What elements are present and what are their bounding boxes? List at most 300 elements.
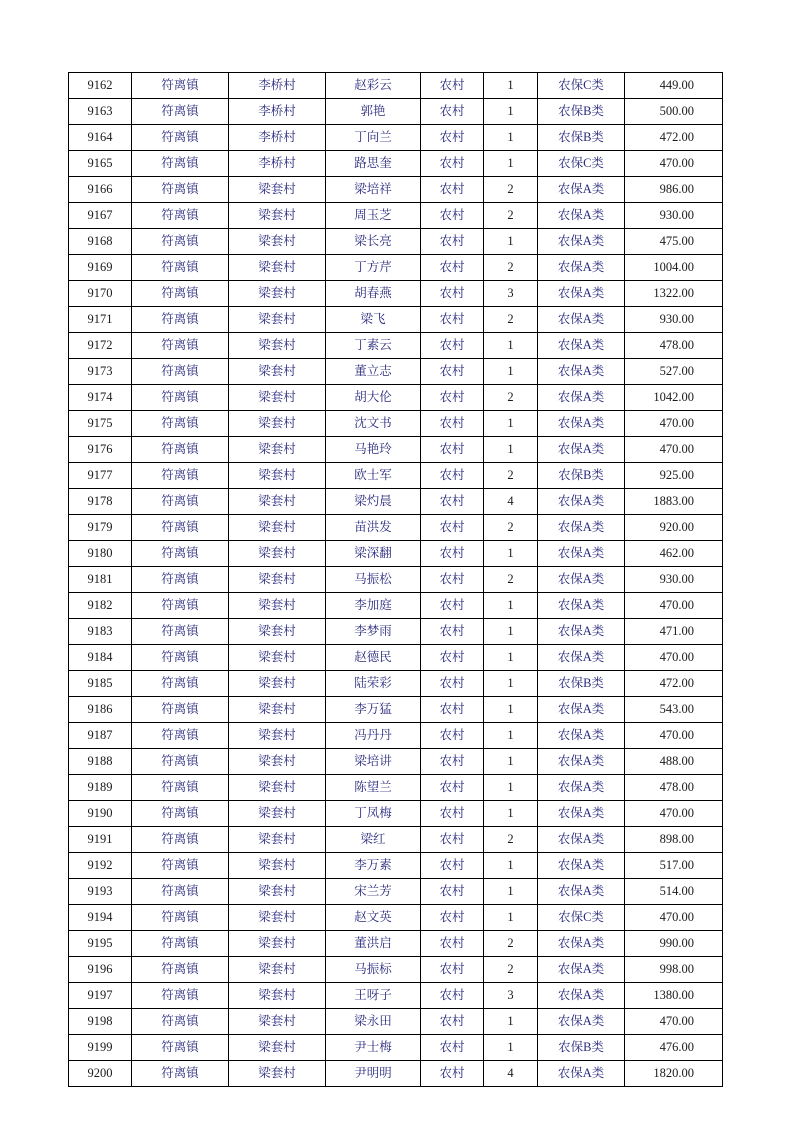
table-row (69, 177, 723, 203)
table-cell-name: 周玉芝 (326, 203, 421, 229)
table-cell-serial: 9164 (69, 125, 132, 151)
table-cell-insurance_class: 农保B类 (538, 99, 625, 125)
table-cell-insurance_class: 农保A类 (538, 879, 625, 905)
table-cell-category: 农村 (421, 515, 484, 541)
table-cell-insurance_class: 农保A类 (538, 229, 625, 255)
table-cell-name: 梁飞 (326, 307, 421, 333)
table-cell-count: 1 (484, 1035, 538, 1061)
table-cell-insurance_class: 农保A类 (538, 437, 625, 463)
table-cell-insurance_class: 农保A类 (538, 333, 625, 359)
table-cell-village: 梁套村 (229, 645, 326, 671)
table-cell-category: 农村 (421, 1009, 484, 1035)
table-cell-town: 符离镇 (132, 671, 229, 697)
table-cell-town: 符离镇 (132, 333, 229, 359)
table-cell-name: 郭艳 (326, 99, 421, 125)
table-cell-count: 1 (484, 437, 538, 463)
table-cell-category: 农村 (421, 853, 484, 879)
table-cell-village: 梁套村 (229, 307, 326, 333)
table-row (69, 125, 723, 151)
table-cell-amount: 470.00 (625, 151, 723, 177)
table-cell-town: 符离镇 (132, 541, 229, 567)
table-cell-category: 农村 (421, 359, 484, 385)
table-cell-serial: 9165 (69, 151, 132, 177)
table-cell-count: 2 (484, 567, 538, 593)
table-row (69, 749, 723, 775)
table-cell-name: 赵文英 (326, 905, 421, 931)
table-cell-category: 农村 (421, 931, 484, 957)
table-cell-amount: 1380.00 (625, 983, 723, 1009)
table-cell-name: 赵德民 (326, 645, 421, 671)
table-cell-serial: 9188 (69, 749, 132, 775)
table-cell-category: 农村 (421, 541, 484, 567)
table-row (69, 463, 723, 489)
table-row (69, 723, 723, 749)
table-cell-serial: 9176 (69, 437, 132, 463)
table-cell-insurance_class: 农保C类 (538, 151, 625, 177)
table-cell-serial: 9169 (69, 255, 132, 281)
table-cell-town: 符离镇 (132, 437, 229, 463)
table-cell-serial: 9186 (69, 697, 132, 723)
table-cell-serial: 9182 (69, 593, 132, 619)
table-cell-category: 农村 (421, 489, 484, 515)
table-cell-count: 2 (484, 385, 538, 411)
table-cell-name: 梁灼晨 (326, 489, 421, 515)
table-cell-village: 梁套村 (229, 411, 326, 437)
table-cell-serial: 9196 (69, 957, 132, 983)
table-cell-amount: 514.00 (625, 879, 723, 905)
table-cell-village: 梁套村 (229, 1035, 326, 1061)
table-cell-village: 李桥村 (229, 73, 326, 99)
table-cell-town: 符离镇 (132, 307, 229, 333)
table-cell-amount: 470.00 (625, 593, 723, 619)
table-cell-category: 农村 (421, 73, 484, 99)
table-cell-count: 1 (484, 593, 538, 619)
table-cell-amount: 930.00 (625, 567, 723, 593)
table-cell-amount: 470.00 (625, 411, 723, 437)
table-cell-serial: 9197 (69, 983, 132, 1009)
table-cell-serial: 9166 (69, 177, 132, 203)
table-cell-amount: 471.00 (625, 619, 723, 645)
table-cell-category: 农村 (421, 99, 484, 125)
table-cell-count: 1 (484, 99, 538, 125)
table-cell-name: 宋兰芳 (326, 879, 421, 905)
table-cell-village: 梁套村 (229, 333, 326, 359)
table-cell-serial: 9177 (69, 463, 132, 489)
table-cell-town: 符离镇 (132, 151, 229, 177)
table-cell-count: 3 (484, 281, 538, 307)
table-row (69, 593, 723, 619)
table-cell-serial: 9163 (69, 99, 132, 125)
table-cell-category: 农村 (421, 177, 484, 203)
table-cell-insurance_class: 农保B类 (538, 671, 625, 697)
table-cell-count: 2 (484, 203, 538, 229)
table-row (69, 489, 723, 515)
table-cell-amount: 470.00 (625, 437, 723, 463)
table-cell-name: 李万猛 (326, 697, 421, 723)
table-cell-insurance_class: 农保A类 (538, 983, 625, 1009)
table-cell-count: 2 (484, 515, 538, 541)
table-cell-amount: 470.00 (625, 801, 723, 827)
table-row (69, 437, 723, 463)
table-cell-village: 梁套村 (229, 255, 326, 281)
table-row (69, 775, 723, 801)
table-cell-village: 梁套村 (229, 879, 326, 905)
table-cell-amount: 925.00 (625, 463, 723, 489)
table-cell-name: 赵彩云 (326, 73, 421, 99)
table-cell-town: 符离镇 (132, 229, 229, 255)
table-cell-amount: 472.00 (625, 125, 723, 151)
table-cell-amount: 898.00 (625, 827, 723, 853)
table-cell-insurance_class: 农保B类 (538, 125, 625, 151)
table-row (69, 801, 723, 827)
table-cell-village: 梁套村 (229, 775, 326, 801)
table-cell-serial: 9190 (69, 801, 132, 827)
table-row (69, 853, 723, 879)
table-cell-amount: 543.00 (625, 697, 723, 723)
table-row (69, 229, 723, 255)
table-cell-category: 农村 (421, 437, 484, 463)
table-cell-name: 梁培讲 (326, 749, 421, 775)
table-cell-amount: 986.00 (625, 177, 723, 203)
table-cell-name: 李万素 (326, 853, 421, 879)
table-cell-insurance_class: 农保A类 (538, 931, 625, 957)
table-cell-amount: 475.00 (625, 229, 723, 255)
table-row (69, 307, 723, 333)
table-cell-town: 符离镇 (132, 723, 229, 749)
table-cell-insurance_class: 农保A类 (538, 775, 625, 801)
table-cell-amount: 1042.00 (625, 385, 723, 411)
table-row (69, 905, 723, 931)
table-body (69, 73, 723, 1087)
table-cell-category: 农村 (421, 463, 484, 489)
table-row (69, 359, 723, 385)
table-cell-count: 2 (484, 827, 538, 853)
table-cell-amount: 488.00 (625, 749, 723, 775)
table-cell-count: 1 (484, 619, 538, 645)
table-cell-village: 李桥村 (229, 125, 326, 151)
table-cell-name: 冯丹丹 (326, 723, 421, 749)
table-cell-name: 胡春燕 (326, 281, 421, 307)
table-cell-category: 农村 (421, 645, 484, 671)
table-cell-serial: 9172 (69, 333, 132, 359)
insurance-roster-table (68, 72, 723, 1087)
table-row (69, 1061, 723, 1087)
table-cell-village: 梁套村 (229, 671, 326, 697)
table-cell-village: 梁套村 (229, 567, 326, 593)
table-cell-name: 马振松 (326, 567, 421, 593)
table-cell-count: 1 (484, 333, 538, 359)
table-cell-insurance_class: 农保B类 (538, 463, 625, 489)
table-cell-town: 符离镇 (132, 1061, 229, 1087)
table-cell-name: 陆荣彩 (326, 671, 421, 697)
table-cell-village: 梁套村 (229, 489, 326, 515)
table-cell-village: 梁套村 (229, 229, 326, 255)
table-cell-town: 符离镇 (132, 73, 229, 99)
table-row (69, 671, 723, 697)
table-cell-town: 符离镇 (132, 99, 229, 125)
table-row (69, 1009, 723, 1035)
table-cell-serial: 9187 (69, 723, 132, 749)
table-cell-village: 梁套村 (229, 203, 326, 229)
table-cell-amount: 470.00 (625, 645, 723, 671)
table-cell-category: 农村 (421, 229, 484, 255)
table-cell-name: 尹士梅 (326, 1035, 421, 1061)
table-cell-amount: 478.00 (625, 333, 723, 359)
table-cell-insurance_class: 农保A类 (538, 567, 625, 593)
table-cell-serial: 9174 (69, 385, 132, 411)
table-row (69, 333, 723, 359)
table-row (69, 411, 723, 437)
table-cell-village: 梁套村 (229, 697, 326, 723)
table-cell-name: 董洪启 (326, 931, 421, 957)
table-cell-amount: 449.00 (625, 73, 723, 99)
table-row (69, 827, 723, 853)
table-cell-town: 符离镇 (132, 489, 229, 515)
table-cell-town: 符离镇 (132, 983, 229, 1009)
table-cell-village: 梁套村 (229, 957, 326, 983)
table-cell-town: 符离镇 (132, 463, 229, 489)
table-cell-name: 沈文书 (326, 411, 421, 437)
table-row (69, 203, 723, 229)
table-cell-count: 2 (484, 957, 538, 983)
table-cell-town: 符离镇 (132, 385, 229, 411)
table-cell-category: 农村 (421, 775, 484, 801)
table-cell-town: 符离镇 (132, 879, 229, 905)
table-cell-village: 李桥村 (229, 99, 326, 125)
table-cell-village: 梁套村 (229, 359, 326, 385)
table-cell-count: 1 (484, 775, 538, 801)
table-cell-town: 符离镇 (132, 749, 229, 775)
table-cell-village: 梁套村 (229, 827, 326, 853)
table-cell-village: 梁套村 (229, 905, 326, 931)
table-cell-insurance_class: 农保A类 (538, 827, 625, 853)
table-cell-count: 1 (484, 151, 538, 177)
table-cell-insurance_class: 农保A类 (538, 203, 625, 229)
table-cell-insurance_class: 农保A类 (538, 411, 625, 437)
table-cell-category: 农村 (421, 957, 484, 983)
table-cell-name: 梁红 (326, 827, 421, 853)
table-cell-category: 农村 (421, 1035, 484, 1061)
table-cell-insurance_class: 农保A类 (538, 1061, 625, 1087)
table-cell-amount: 930.00 (625, 203, 723, 229)
table-cell-town: 符离镇 (132, 125, 229, 151)
table-cell-count: 1 (484, 541, 538, 567)
table-cell-category: 农村 (421, 333, 484, 359)
table-cell-serial: 9171 (69, 307, 132, 333)
table-cell-insurance_class: 农保A类 (538, 281, 625, 307)
table-cell-name: 苗洪发 (326, 515, 421, 541)
table-cell-name: 丁方芹 (326, 255, 421, 281)
table-cell-category: 农村 (421, 671, 484, 697)
table-cell-insurance_class: 农保A类 (538, 515, 625, 541)
table-cell-category: 农村 (421, 307, 484, 333)
table-cell-insurance_class: 农保A类 (538, 385, 625, 411)
table-cell-amount: 470.00 (625, 723, 723, 749)
table-cell-amount: 470.00 (625, 1009, 723, 1035)
table-cell-amount: 517.00 (625, 853, 723, 879)
table-cell-serial: 9179 (69, 515, 132, 541)
table-cell-serial: 9180 (69, 541, 132, 567)
table-cell-village: 梁套村 (229, 463, 326, 489)
table-cell-category: 农村 (421, 593, 484, 619)
table-cell-category: 农村 (421, 411, 484, 437)
table-cell-insurance_class: 农保A类 (538, 1009, 625, 1035)
table-cell-count: 4 (484, 489, 538, 515)
table-cell-count: 2 (484, 255, 538, 281)
table-cell-town: 符离镇 (132, 281, 229, 307)
table-cell-town: 符离镇 (132, 1035, 229, 1061)
table-cell-name: 欧士军 (326, 463, 421, 489)
table-cell-name: 马艳玲 (326, 437, 421, 463)
table-cell-village: 梁套村 (229, 281, 326, 307)
table-cell-count: 1 (484, 229, 538, 255)
table-cell-serial: 9193 (69, 879, 132, 905)
table-cell-insurance_class: 农保A类 (538, 541, 625, 567)
table-row (69, 151, 723, 177)
table-cell-serial: 9167 (69, 203, 132, 229)
table-cell-name: 梁深翻 (326, 541, 421, 567)
table-row (69, 73, 723, 99)
table-cell-village: 梁套村 (229, 723, 326, 749)
table-cell-name: 王呀子 (326, 983, 421, 1009)
table-cell-insurance_class: 农保A类 (538, 619, 625, 645)
table-cell-village: 李桥村 (229, 151, 326, 177)
table-cell-village: 梁套村 (229, 1009, 326, 1035)
table-cell-amount: 1322.00 (625, 281, 723, 307)
table-cell-insurance_class: 农保A类 (538, 723, 625, 749)
table-cell-town: 符离镇 (132, 515, 229, 541)
table-cell-name: 梁长亮 (326, 229, 421, 255)
table-cell-amount: 998.00 (625, 957, 723, 983)
table-cell-amount: 990.00 (625, 931, 723, 957)
table-cell-town: 符离镇 (132, 619, 229, 645)
table-row (69, 957, 723, 983)
table-cell-serial: 9189 (69, 775, 132, 801)
table-cell-town: 符离镇 (132, 645, 229, 671)
table-cell-insurance_class: 农保A类 (538, 697, 625, 723)
table-cell-village: 梁套村 (229, 1061, 326, 1087)
table-cell-village: 梁套村 (229, 385, 326, 411)
table-cell-name: 尹明明 (326, 1061, 421, 1087)
table-cell-town: 符离镇 (132, 177, 229, 203)
table-cell-serial: 9183 (69, 619, 132, 645)
table-row (69, 385, 723, 411)
table-cell-town: 符离镇 (132, 801, 229, 827)
table-cell-amount: 470.00 (625, 905, 723, 931)
table-cell-name: 路思奎 (326, 151, 421, 177)
table-cell-insurance_class: 农保A类 (538, 359, 625, 385)
table-cell-amount: 920.00 (625, 515, 723, 541)
table-cell-town: 符离镇 (132, 567, 229, 593)
table-cell-amount: 1004.00 (625, 255, 723, 281)
table-cell-category: 农村 (421, 697, 484, 723)
table-cell-name: 董立志 (326, 359, 421, 385)
table-cell-insurance_class: 农保A类 (538, 645, 625, 671)
table-cell-count: 1 (484, 749, 538, 775)
table-row (69, 281, 723, 307)
table-row (69, 1035, 723, 1061)
table-cell-serial: 9192 (69, 853, 132, 879)
table-cell-town: 符离镇 (132, 1009, 229, 1035)
table-cell-category: 农村 (421, 151, 484, 177)
table-cell-village: 梁套村 (229, 593, 326, 619)
table-row (69, 645, 723, 671)
table-row (69, 541, 723, 567)
table-cell-count: 1 (484, 853, 538, 879)
table-cell-insurance_class: 农保A类 (538, 177, 625, 203)
table-cell-serial: 9162 (69, 73, 132, 99)
table-cell-insurance_class: 农保A类 (538, 307, 625, 333)
table-cell-town: 符离镇 (132, 255, 229, 281)
table-cell-count: 1 (484, 723, 538, 749)
table-cell-village: 梁套村 (229, 437, 326, 463)
table-cell-town: 符离镇 (132, 931, 229, 957)
table-cell-amount: 1820.00 (625, 1061, 723, 1087)
table-cell-serial: 9184 (69, 645, 132, 671)
table-cell-town: 符离镇 (132, 957, 229, 983)
table-cell-town: 符离镇 (132, 593, 229, 619)
table-cell-insurance_class: 农保C类 (538, 905, 625, 931)
table-cell-serial: 9195 (69, 931, 132, 957)
table-cell-category: 农村 (421, 905, 484, 931)
table-cell-amount: 476.00 (625, 1035, 723, 1061)
table-cell-count: 1 (484, 671, 538, 697)
table-cell-name: 李加庭 (326, 593, 421, 619)
table-cell-serial: 9199 (69, 1035, 132, 1061)
table-cell-serial: 9175 (69, 411, 132, 437)
table-row (69, 255, 723, 281)
table-cell-town: 符离镇 (132, 411, 229, 437)
table-cell-category: 农村 (421, 619, 484, 645)
table-row (69, 515, 723, 541)
table-cell-town: 符离镇 (132, 697, 229, 723)
table-row (69, 879, 723, 905)
table-cell-name: 丁向兰 (326, 125, 421, 151)
table-cell-amount: 472.00 (625, 671, 723, 697)
table-cell-count: 3 (484, 983, 538, 1009)
table-cell-insurance_class: 农保B类 (538, 1035, 625, 1061)
table-row (69, 567, 723, 593)
table-cell-count: 2 (484, 177, 538, 203)
table-cell-name: 马振标 (326, 957, 421, 983)
table-cell-count: 2 (484, 307, 538, 333)
table-cell-count: 4 (484, 1061, 538, 1087)
table-cell-serial: 9178 (69, 489, 132, 515)
table-cell-insurance_class: 农保A类 (538, 255, 625, 281)
table-cell-name: 丁素云 (326, 333, 421, 359)
table-cell-count: 2 (484, 931, 538, 957)
table-cell-insurance_class: 农保A类 (538, 593, 625, 619)
table-cell-village: 梁套村 (229, 541, 326, 567)
table-cell-insurance_class: 农保A类 (538, 853, 625, 879)
table-cell-village: 梁套村 (229, 515, 326, 541)
table-cell-town: 符离镇 (132, 853, 229, 879)
table-cell-count: 1 (484, 125, 538, 151)
table-cell-count: 1 (484, 1009, 538, 1035)
table-cell-serial: 9191 (69, 827, 132, 853)
table-cell-serial: 9173 (69, 359, 132, 385)
table-cell-village: 梁套村 (229, 177, 326, 203)
table-cell-category: 农村 (421, 723, 484, 749)
table-cell-town: 符离镇 (132, 359, 229, 385)
table-cell-category: 农村 (421, 801, 484, 827)
table-cell-name: 梁永田 (326, 1009, 421, 1035)
table-cell-village: 梁套村 (229, 801, 326, 827)
table-cell-count: 1 (484, 411, 538, 437)
table-cell-amount: 930.00 (625, 307, 723, 333)
table-cell-serial: 9168 (69, 229, 132, 255)
table-cell-count: 1 (484, 359, 538, 385)
